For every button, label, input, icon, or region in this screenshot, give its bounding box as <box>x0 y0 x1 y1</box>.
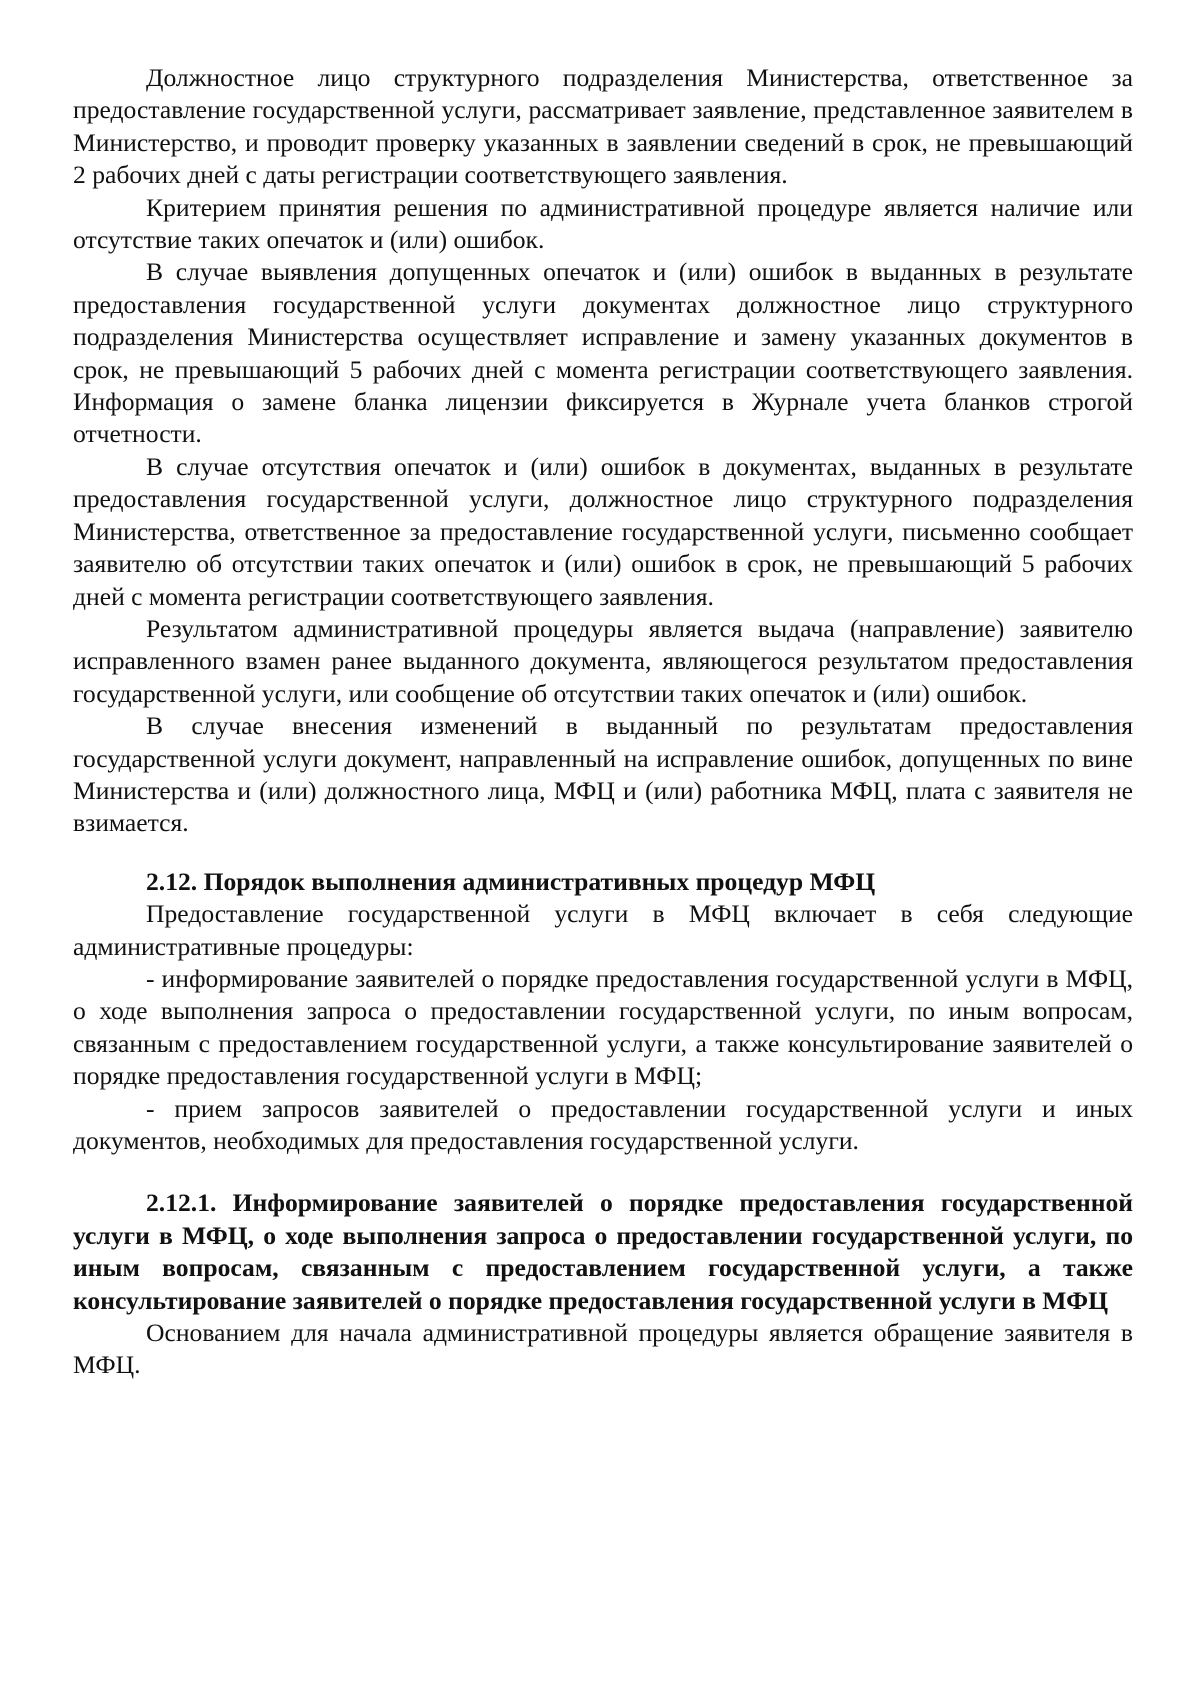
section-2-12 <box>73 866 1133 1158</box>
section-heading-2-12: 2.12. Порядок выполнения административных процедур МФЦ <box>146 866 876 896</box>
section-2-12-1 <box>73 1187 1133 1381</box>
section-spacer <box>73 1157 1133 1187</box>
paragraph-procedure-basis: Основанием для начала административной процедуры является обращение заявителя в МФЦ. <box>73 1318 1133 1380</box>
paragraph-no-errors: В случае отсутствия опечаток и (или) ошибок в документах, выданных в результате предоставления государственной услуги, должностное лицо структурного подразделения Министерства, ответственное за предоставление государственной услуги, письменно сообщает заявителю об отсутствии таких опечаток и (или) ошибок в срок, не превышающий 5 рабочих дней с момента регистрации соответствующего заявления. <box>73 451 1133 611</box>
paragraph-no-fee: В случае внесения изменений в выданный по результатам предоставления государственной услуги документ, направленный на исправление ошибок, допущенных по вине Министерства и (или) должностного лица, МФЦ и (или) работника МФЦ, плата с заявителя не взимается. <box>73 711 1133 838</box>
list-item-informing: - информирование заявителей о порядке предоставления государственной услуги в МФЦ, о ходе выполнения запроса о предоставлении государственной услуги, по иным вопросам, связанным с предоставлением государственной услуги, а также консультирование заявителей о порядке предоставления государственной услуги в МФЦ; <box>73 963 1133 1091</box>
paragraph-review-application: Должностное лицо структурного подразделения Министерства, ответственное за предоставление государственной услуги, рассматривает заявление, представленное заявителем в Министерство, и проводит проверку указанных в заявлении сведений в срок, не превышающий 2 рабочих дней с даты регистрации соответствующего заявления. <box>73 63 1133 190</box>
section-heading-2-12-1: 2.12.1. Информирование заявителей о порядке предоставления государственной услуги в МФЦ, о ходе выполнения запроса о предоставлении государственной услуги, по иным вопросам, связанным с предоставлением государственной услуги, а также консультирование заявителей о порядке предоставления государственной услуги в МФЦ <box>73 1188 1133 1315</box>
list-item-reception: - прием запросов заявителей о предоставлении государственной услуги и иных документов, необходимых для предоставления государственной услуги. <box>73 1093 1133 1155</box>
document-page <box>73 62 1133 1382</box>
section-spacer <box>73 840 1133 866</box>
paragraph-procedure-result: Результатом административной процедуры является выдача (направление) заявителю исправленного взамен ранее выданного документа, являющегося результатом предоставления государственной услуги, или сообщение об отсутствии таких опечаток и (или) ошибок. <box>73 613 1133 708</box>
paragraph-mfc-procedures-intro: Предоставление государственной услуги в МФЦ включает в себя следующие административные процедуры: <box>73 899 1133 961</box>
section-2-11-continued <box>73 62 1133 840</box>
paragraph-decision-criterion: Критерием принятия решения по административной процедуре является наличие или отсутствие таких опечаток и (или) ошибок. <box>73 192 1133 255</box>
paragraph-errors-found: В случае выявления допущенных опечаток и (или) ошибок в выданных в результате предоставления государственной услуги документах должностное лицо структурного подразделения Министерства осуществляет исправление и замену указанных документов в срок, не превышающий 5 рабочих дней с момента регистрации соответствующего заявления. Информация о замене бланка лицензии фиксируется в Журнале учета бланков строгой отчетности. <box>73 257 1133 449</box>
